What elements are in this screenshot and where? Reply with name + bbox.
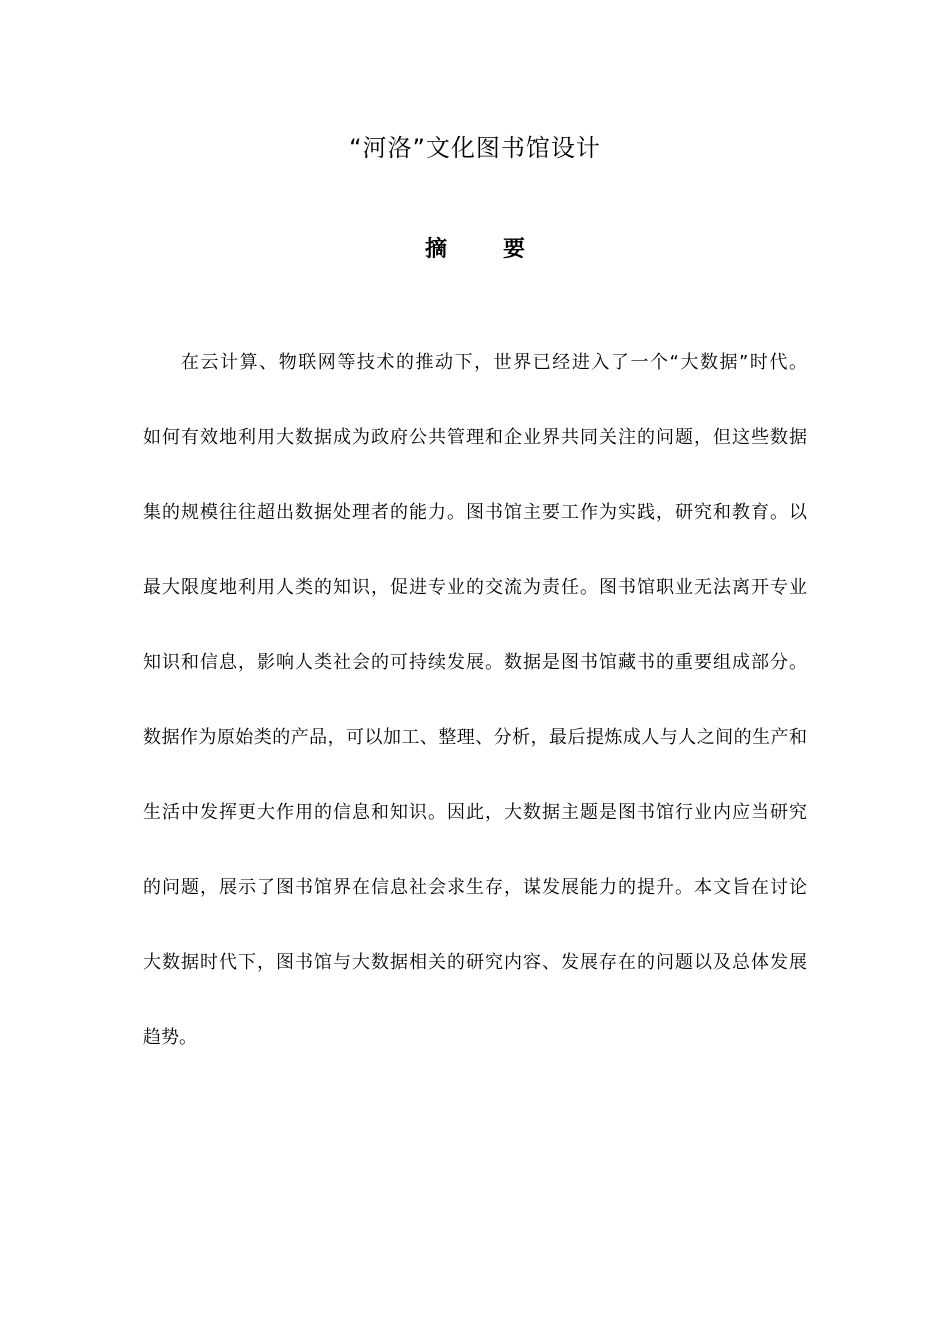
abstract-line: 的问题，展示了图书馆界在信息社会求生存，谋发展能力的提升。本文旨在讨论 [143, 877, 807, 898]
abstract-body [143, 343, 807, 1093]
abstract-line: 最大限度地利用人类的知识，促进专业的交流为责任。图书馆职业无法离开专业 [143, 577, 807, 598]
abstract-heading-char-1: 摘 [424, 237, 447, 262]
abstract-line: 生活中发挥更大作用的信息和知识。因此，大数据主题是图书馆行业内应当研究 [143, 802, 807, 823]
abstract-line: 如何有效地利用大数据成为政府公共管理和企业界共同关注的问题，但这些数据 [143, 427, 807, 448]
document-title: “河洛”文化图书馆设计 [349, 134, 601, 162]
abstract-line: 集的规模往往超出数据处理者的能力。图书馆主要工作为实践，研究和教育。以 [143, 502, 807, 523]
abstract-heading-char-2: 要 [503, 237, 526, 262]
abstract-line: 知识和信息，影响人类社会的可持续发展。数据是图书馆藏书的重要组成部分。 [143, 652, 807, 673]
abstract-line: 大数据时代下，图书馆与大数据相关的研究内容、发展存在的问题以及总体发展 [143, 952, 807, 973]
abstract-line: 在云计算、物联网等技术的推动下，世界已经进入了一个“大数据”时代。 [181, 352, 807, 373]
abstract-heading [0, 232, 950, 268]
abstract-line: 数据作为原始类的产品，可以加工、整理、分析，最后提炼成人与人之间的生产和 [143, 727, 807, 748]
abstract-line: 趋势。 [143, 1027, 197, 1048]
